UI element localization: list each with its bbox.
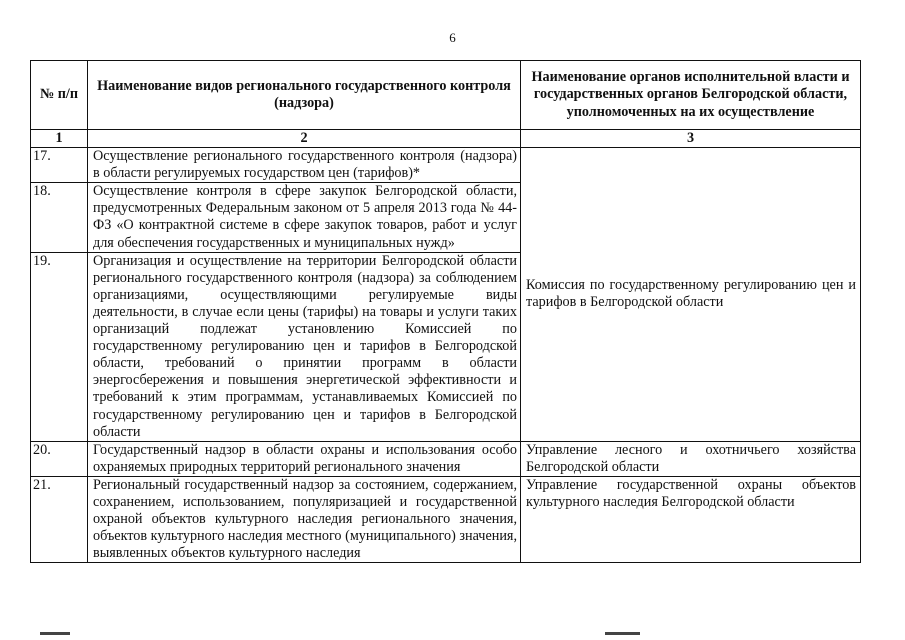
regulation-table xyxy=(30,60,861,563)
header-number xyxy=(31,61,88,130)
header-control-type xyxy=(88,61,521,130)
row-authority-merged xyxy=(521,148,861,442)
row-control-text: Государственный надзор в области охраны и использования особо охраняемых природных территорий регионального значения xyxy=(88,441,521,476)
table-row xyxy=(31,476,861,562)
header-authority xyxy=(521,61,861,130)
row-number: 19. xyxy=(31,252,88,441)
row-control-text: Осуществление регионального государственного контроля (надзора) в области регулируемых государством цен (тарифов)* xyxy=(88,148,521,183)
table-row xyxy=(31,441,861,476)
authority-text: Комиссия по государственному регулированию цен и тарифов в Белгородской области xyxy=(526,277,856,311)
row-control-text: Осуществление контроля в сфере закупок Белгородской области, предусмотренных Федеральным законом от 5 апреля 2013 года № 44-ФЗ «О контрактной системе в сфере закупок товаров, работ и услуг для обеспечения государственных и муниципальных нужд» xyxy=(88,183,521,252)
row-number: 18. xyxy=(31,183,88,252)
row-authority: Управление лесного и охотничьего хозяйства Белгородской области xyxy=(521,441,861,476)
column-number-2: 2 xyxy=(88,130,521,148)
table-header-row xyxy=(31,61,861,130)
table-row xyxy=(31,148,861,183)
row-authority: Управление государственной охраны объектов культурного наследия Белгородской области xyxy=(521,476,861,562)
row-number: 20. xyxy=(31,441,88,476)
column-number-3: 3 xyxy=(521,130,861,148)
header-authority-label: Наименование органов исполнительной власти и государственных органов Белгородской области, уполномоченных на их осуществление xyxy=(531,69,850,120)
column-number-1: 1 xyxy=(31,130,88,148)
scan-mark-left xyxy=(40,632,70,635)
page-number: 6 xyxy=(449,30,456,45)
bottom-edge-marks xyxy=(0,628,905,640)
row-control-text: Региональный государственный надзор за состоянием, содержанием, сохранением, использованием, популяризацией и государственной охраной объектов культурного наследия регионального значения, объектов культурного наследия местного (муниципального) значения, выявленных объектов культурного наследия xyxy=(88,476,521,562)
row-control-text: Организация и осуществление на территории Белгородской области регионального государственного контроля (надзора) за соблюдением организациями, осуществляющими регулируемые виды деятельности, в случае если цены (тарифы) на товары и услуги таких организаций подлежат установлению Комиссией по государственному регулированию цен и тарифов в Белгородской области, требований о принятии программ в области энергосбережения и повышения энергетической эффективности и требований к этим программам, устанавливаемых Комиссией по государственному регулированию цен и тарифов в Белгородской области xyxy=(88,252,521,441)
header-control-type-label: Наименование видов регионального государственного контроля (надзора) xyxy=(97,77,511,111)
row-number: 17. xyxy=(31,148,88,183)
column-number-row xyxy=(31,130,861,148)
header-number-label: № п/п xyxy=(39,86,79,103)
row-number: 21. xyxy=(31,476,88,562)
scan-mark-right xyxy=(605,632,640,635)
